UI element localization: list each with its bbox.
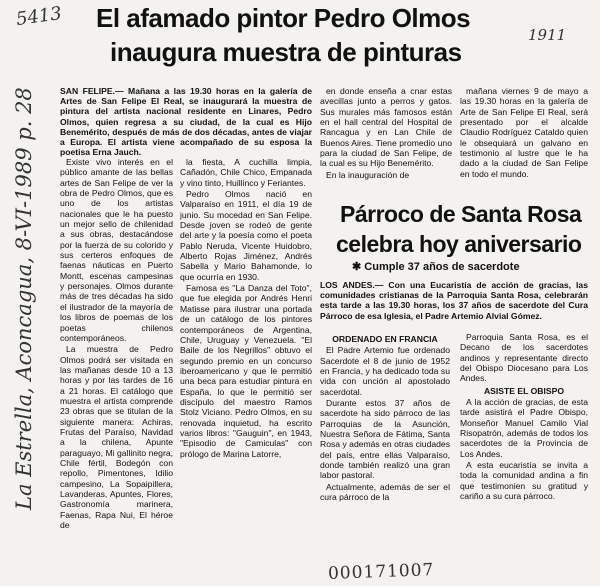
archive-code: 000171007: [327, 560, 435, 584]
paragraph: A esta eucaristía se invita a toda la comunidad andina a fin que testimonien su gratitud y cariño a su cura párroco.: [460, 460, 588, 502]
subheading-asiste-el-obispo: ASISTE EL OBISPO: [483, 385, 565, 396]
bullet-icon: ✱: [352, 261, 365, 273]
article-1-column-1: [60, 157, 173, 577]
paragraph: en donde enseña a cnar estas avecillas junto a perros y gatos. Sus murales más famosos están en el hall central del Hospital de Rancagua y en Lan Chile de Buenos Aires. Tiene promedio uno para la ciudad de San Felipe, de la cual es su Hijo Benemérito.: [320, 86, 452, 169]
article-1-column-2: [180, 157, 312, 577]
handwritten-source-note: La Estrella, Aconcagua, 8-VI-1989 p. 28: [12, 87, 36, 510]
dateline-los-andes: LOS ANDES.: [320, 280, 375, 290]
headline-article-1-line-1: El afamado pintor Pedro Olmos: [96, 3, 471, 33]
handwritten-number: 5413: [14, 2, 64, 31]
paragraph: Existe vivo interés en el público amante de las bellas artes de San Felipe de ver la obra de Pedro Olmos, que es uno de los artistas nacionales que le ha puesto un mejor sello de chilenidad a sus obras, destacándose por la fuerza de su colorido y sus certeros enfoques de faenas náuticas en Puerto Montt, escenas campesinas y personajes. Olmos durante más de tres décadas ha sido el ilustrador de la mayoría de los libros de poemas de los poetas chilenos contemporáneos.: [60, 157, 173, 343]
paragraph: Famosa es "La Danza del Toto", que fue elegida por Andrés Henri Matisse para ilustrar una portada de un catálogo de los pintores contemporáneos de Argentina, Chile, Uruguay y Venezuela. "El Baile de los Negrillos" obtuvo el segundo premio en un concurso iberoamericano y que le permitió una beca para estudiar pintura en España, lo que le permitió ser discípulo del maestro Ramos Stolz Viciano. Pedro Olmos, en su renovada inquietud, ha escrito varios libros: "Gauguin", en 1943, "Episodio de Camiculas" con prólogo de Marina Latorre,: [180, 283, 312, 459]
paragraph: El Padre Artemio fue ordenado Sacerdote el 8 de junio de 1952 en Francia, y ha dedicado toda su vida con unción al apostolado sacerdotal.: [320, 345, 450, 397]
article-1-lead-text: — Mañana a las 19.30 horas en la galería de Artes de San Felipe El Real, se inaugurará la muestra de pintura del artista nacional residente en Linares, Pedro Olmos, quien regresa a su ciudad, de la cual es Hijo Benemérito, después de más de dos décadas, antes de viajar a Europa. El artista viene acompañado de su esposa la poetisa Erna Jauch.: [60, 86, 312, 158]
handwritten-year: 1911: [528, 26, 567, 44]
paragraph: la fiesta, A cuchilla limpia, Cañadón, Chile Chico, Empanada y vino tinto, Huillinco y Feriantes.: [180, 157, 312, 188]
paragraph: Durante estos 37 años de sacerdote ha sido párroco de las Parroquias de la Asunción, Nuestra Señora de Fátima, Santa Rosa y además en otras ciudades del país, entre ellas Valparaíso, donde también realizó una gran labor pastoral.: [320, 398, 450, 481]
paragraph: En la inauguración de: [326, 169, 410, 180]
headline-article-2-line-1: Párroco de Santa Rosa: [340, 201, 582, 227]
subheading-ordenado-en-francia: ORDENADO EN FRANCIA: [332, 334, 438, 344]
article-2-column-right: [460, 332, 588, 557]
article-2-lead-text: — Con una Eucaristía de acción de gracias, las comunidades cristianas de la Parroquia Santa Rosa, celebrarán esta tarde a las 19.30 horas, los 37 años de sacerdote del Cura Párroco de esa Iglesia, el Padre Artemio Alvial Gómez.: [320, 280, 588, 321]
article-1-column-4: [460, 86, 588, 201]
paragraph: Actualmente, además de ser el cura párroco de la: [320, 481, 450, 503]
article-2-column-left: [320, 332, 450, 557]
dateline-san-felipe: SAN FELIPE.: [60, 86, 116, 96]
paragraph: Parroquia Santa Rosa, es el Decano de los sacerdotes andinos y representante directo del Obispo Diocesano para Los Andes.: [460, 332, 588, 384]
article-1-lead: [60, 86, 312, 157]
paragraph: La muestra de Pedro Olmos podrá ser visitada en las mañanas desde 10 a 13 horas y por las tardes de 16 a 21 horas. El catálogo que muestra el artista comprende 23 obras que se titulan de la siguiente manera: Achiras, Frutas del Paraíso, Navidad a la chilena, Apunte paraguayo, Mi gallinito negra, Chile fértil, Bodegón con repollo, Pimentones, Idilio campesino, La Sopaipillera, Lavanderas, Apuntes, Flores, Gastronomía marinera, Faenas, Rapa Nui, El héroe de: [60, 344, 173, 531]
article-1-column-3: [320, 86, 452, 201]
headline-article-2-line-2: celebra hoy aniversario: [336, 231, 582, 257]
article-2-subhead: ✱ Cumple 37 años de sacerdote: [352, 261, 520, 273]
paragraph: mañana viernes 9 de mayo a las 19.30 horas en la galería de Arte de San Felipe El Real, será presentado por el alcalde Claudio Rodríguez Cataldo quien le obsequiará un galvano en testimonio al lustre que le ha dado a la ciudad de San Felipe en todo el mundo.: [460, 86, 588, 179]
article-2-lead: [320, 280, 588, 321]
headline-article-1-line-2: inaugura muestra de pinturas: [110, 37, 462, 67]
paragraph: A la acción de gracias, de esta tarde asistirá el Padre Obispo, Monseñor Manuel Camilo Vial Risopatrón, además de todos los sacerdotes de la Provincia de Los Andes.: [460, 397, 588, 459]
paragraph: Pedro Olmos nació en Valparaíso en 1911, el día 19 de junio. Su mocedad en San Felipe. Desde joven se rodeó de gente del arte y la poesía como el poeta Pablo Neruda, Vicente Huidobro, Alberto Rojas Jiménez, Andrés Sabella y Mario Bahamonde, lo que ocurría en 1930.: [180, 189, 312, 282]
